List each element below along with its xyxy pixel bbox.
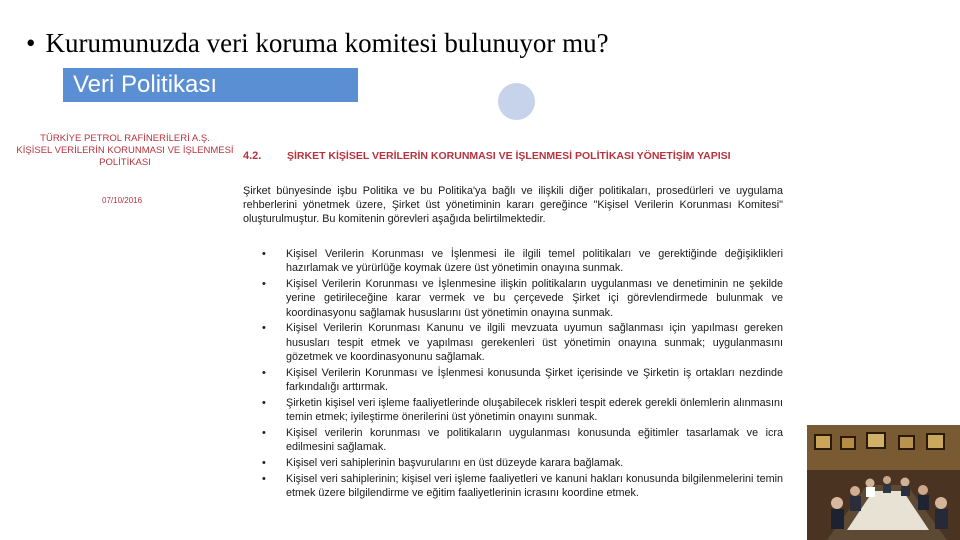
banner <box>63 68 358 102</box>
list-item: • Kişisel Verilerin Korunması ve İşlenmesine ilişkin politikaların uygulanması ve denetiminin ne şekilde yerine getirileceğine karar vermek ve bu çerçevede Şirket içi görevlendirmede bulunmak ve koordinasyonu sağlamak hususlarını üst yönetimin onayına sunmak. <box>243 277 783 320</box>
title-text: Kurumunuzda veri koruma komitesi bulunuyor mu? <box>45 28 609 58</box>
section-title: ŞİRKET KİŞİSEL VERİLERİN KORUNMASI VE İŞLENMESİ POLİTİKASI YÖNETİŞİM YAPISI <box>287 150 731 162</box>
list-item: • Şirketin kişisel veri işleme faaliyetlerinde oluşabilecek riskleri tespit ederek gerekli önlemlerin alınmasını temin etmek; iyileştirme önerilerini üst yönetimin onayını sunmak. <box>243 396 783 424</box>
policy-name: KİŞİSEL VERİLERİN KORUNMASI VE İŞLENMESİ POLİTİKASI <box>16 145 234 168</box>
document-header <box>14 133 236 169</box>
duty-list <box>243 247 783 502</box>
list-item: • Kişisel veri sahiplerinin; kişisel veri işleme faaliyetleri ve kanuni hakları konusunda bilgilenmelerini temin etmek üzere bilgilendirme ve eğitim faaliyetlerinin icrasını koordine etmek. <box>243 472 783 500</box>
meeting-room-illustration <box>807 425 960 540</box>
document-date: 07/10/2016 <box>102 196 143 205</box>
list-item: • Kişisel Verilerin Korunması Kanunu ve ilgili mevzuata uyumun sağlanması için yapılması gereken hususları tespit etmek ve yapılması gerekenleri üst yönetimin onayına sunmak; uygulanmasını gözetmek ve koordinasyonunu sağlamak. <box>243 321 783 364</box>
section-number: 4.2. <box>243 150 262 162</box>
title-bullet: • <box>26 28 36 58</box>
decorative-circle <box>498 83 535 120</box>
list-item: • Kişisel verilerin korunması ve politikaların uygulanması konusunda eğitimler tasarlamak ve icra edilmesini sağlamak. <box>243 426 783 454</box>
slide-title <box>26 28 609 59</box>
list-item: • Kişisel veri sahiplerinin başvurularını en üst düzeyde karara bağlamak. <box>243 456 783 470</box>
company-name: TÜRKİYE PETROL RAFİNERİLERİ A.Ş. <box>40 133 210 144</box>
intro-paragraph: Şirket bünyesinde işbu Politika ve bu Politika'ya bağlı ve ilişkili diğer politikaları, prosedürleri ve uygulama rehberlerini yönetmek üzere, Şirket üst yönetiminin kararı gereğince "Kişisel Verilerin Korunması Komitesi" oluşturulmuştur. Bu komitenin görevleri aşağıda belirtilmektedir. <box>243 185 783 225</box>
list-item: • Kişisel Verilerin Korunması ve İşlenmesi ile ilgili temel politikaları ve gerektiğinde değişiklikleri hazırlamak ve yürürlüğe koymak üzere üst yönetimin onayına sunmak. <box>243 247 783 275</box>
list-item: • Kişisel Verilerin Korunması ve İşlenmesi konusunda Şirket içerisinde ve Şirketin iş ortakları nezdinde farkındalığı arttırmak. <box>243 366 783 394</box>
banner-label: Veri Politikası <box>73 71 218 98</box>
meeting-photo <box>807 425 960 540</box>
